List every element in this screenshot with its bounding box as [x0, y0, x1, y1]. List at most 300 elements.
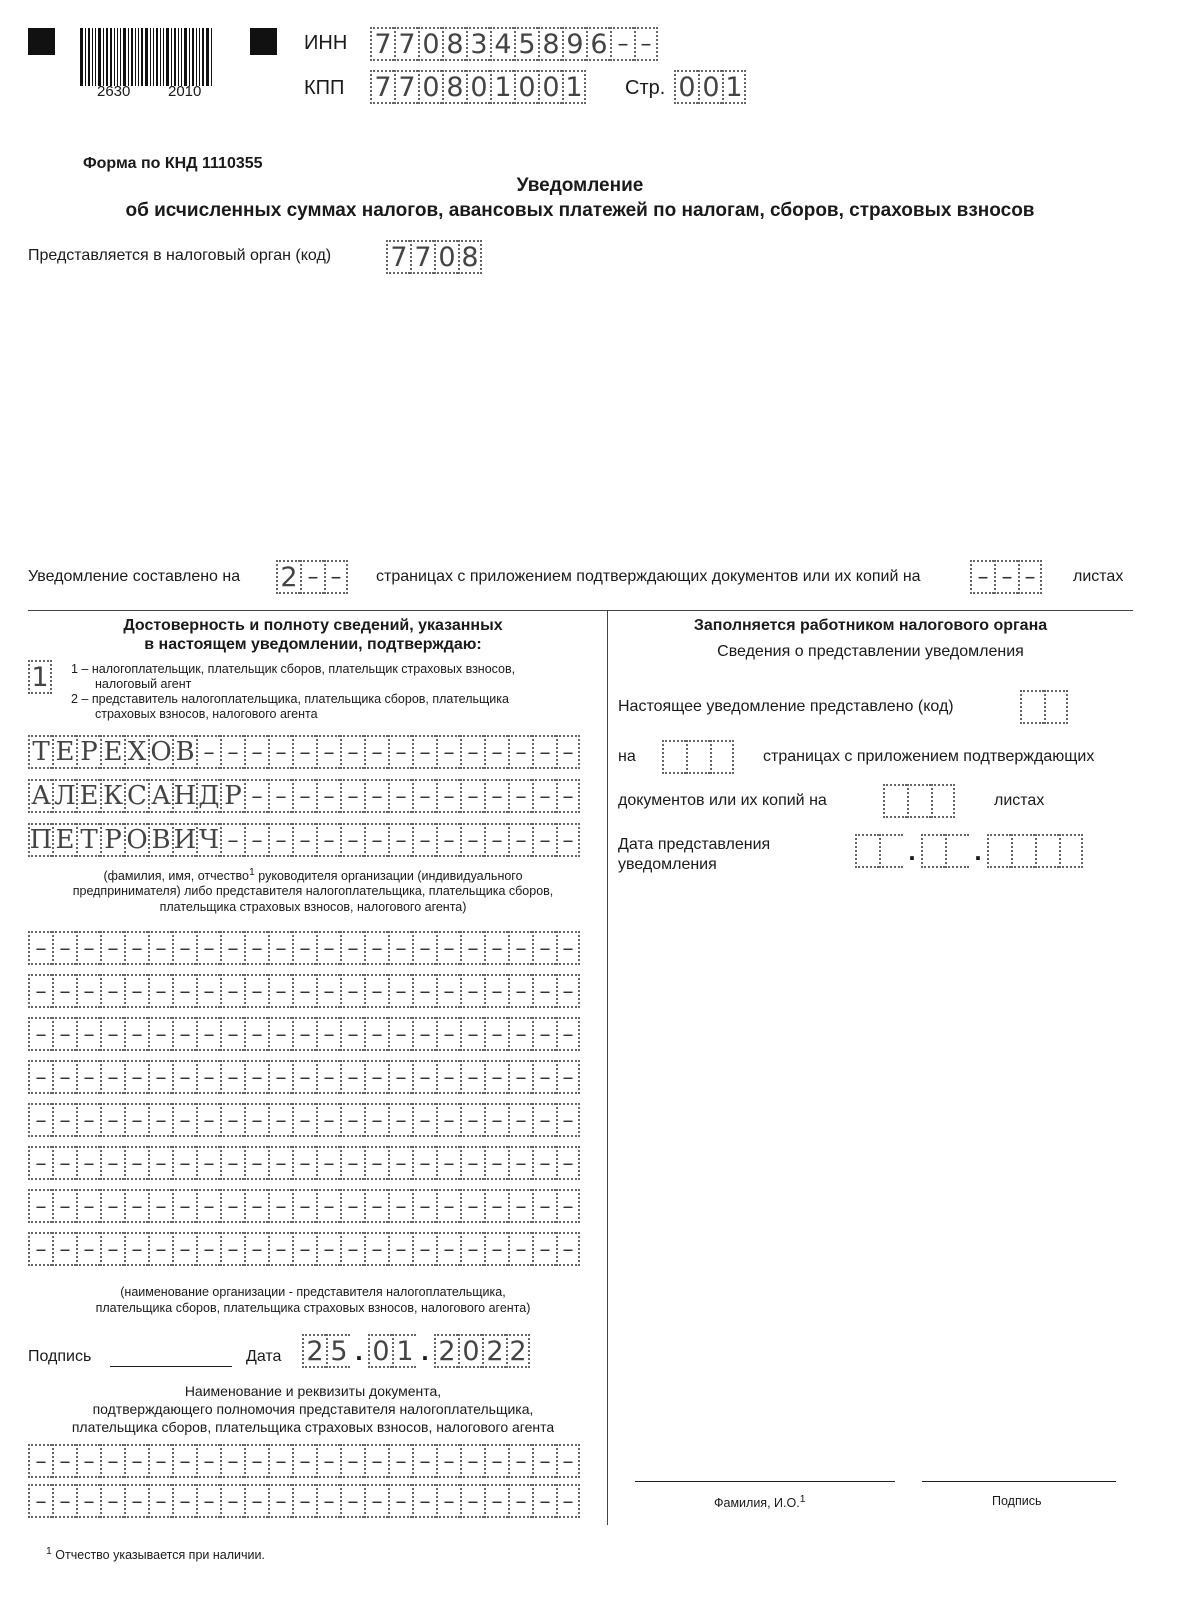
input-cell[interactable]: [508, 1232, 532, 1266]
input-cell[interactable]: [268, 1444, 292, 1478]
input-cell[interactable]: [364, 1060, 388, 1094]
dash-row[interactable]: [28, 1444, 580, 1478]
code-cells[interactable]: [1020, 690, 1068, 724]
input-cell[interactable]: [316, 1232, 340, 1266]
input-cell[interactable]: Е: [52, 823, 76, 857]
input-cell[interactable]: [268, 974, 292, 1008]
input-cell[interactable]: [634, 27, 658, 61]
input-cell[interactable]: [28, 1146, 52, 1180]
input-cell[interactable]: [532, 779, 556, 813]
dash-row[interactable]: [28, 1103, 580, 1137]
input-cell[interactable]: [172, 1232, 196, 1266]
input-cell[interactable]: [28, 974, 52, 1008]
input-cell[interactable]: [710, 740, 734, 774]
input-cell[interactable]: [196, 1444, 220, 1478]
input-cell[interactable]: [532, 1017, 556, 1051]
input-cell[interactable]: [172, 1146, 196, 1180]
input-cell[interactable]: 0: [698, 70, 722, 104]
input-cell[interactable]: [460, 1146, 484, 1180]
input-cell[interactable]: В: [148, 823, 172, 857]
input-cell[interactable]: 2: [302, 1334, 326, 1368]
input-cell[interactable]: [412, 1060, 436, 1094]
input-cell[interactable]: [52, 1146, 76, 1180]
input-cell[interactable]: [364, 1103, 388, 1137]
input-cell[interactable]: [987, 834, 1011, 868]
input-cell[interactable]: 1: [562, 70, 586, 104]
input-cell[interactable]: 2: [482, 1334, 506, 1368]
input-cell[interactable]: [244, 1017, 268, 1051]
input-cell[interactable]: [52, 1189, 76, 1223]
input-cell[interactable]: [436, 823, 460, 857]
input-cell[interactable]: [292, 1060, 316, 1094]
input-cell[interactable]: [1059, 834, 1083, 868]
input-cell[interactable]: [292, 1232, 316, 1266]
input-cell[interactable]: [388, 1146, 412, 1180]
fio-line[interactable]: [635, 1481, 895, 1482]
input-cell[interactable]: [244, 735, 268, 769]
input-cell[interactable]: [220, 1103, 244, 1137]
input-cell[interactable]: [460, 823, 484, 857]
input-cell[interactable]: [292, 735, 316, 769]
input-cell[interactable]: [907, 784, 931, 818]
input-cell[interactable]: [412, 779, 436, 813]
input-cell[interactable]: [412, 1484, 436, 1518]
input-cell[interactable]: [292, 779, 316, 813]
input-cell[interactable]: [340, 823, 364, 857]
input-cell[interactable]: Р: [100, 823, 124, 857]
input-cell[interactable]: [1011, 834, 1035, 868]
input-cell[interactable]: [324, 560, 348, 594]
input-cell[interactable]: [76, 931, 100, 965]
input-cell[interactable]: [340, 779, 364, 813]
input-cell[interactable]: [100, 1232, 124, 1266]
input-cell[interactable]: [364, 1189, 388, 1223]
input-cell[interactable]: [28, 1232, 52, 1266]
input-cell[interactable]: [931, 784, 955, 818]
input-cell[interactable]: [388, 974, 412, 1008]
input-cell[interactable]: [508, 735, 532, 769]
authority-code-cells[interactable]: [386, 240, 482, 274]
input-cell[interactable]: [508, 1017, 532, 1051]
input-cell[interactable]: [610, 27, 634, 61]
input-cell[interactable]: [292, 931, 316, 965]
input-cell[interactable]: [244, 1146, 268, 1180]
input-cell[interactable]: Х: [124, 735, 148, 769]
input-cell[interactable]: [508, 974, 532, 1008]
input-cell[interactable]: [388, 823, 412, 857]
input-cell[interactable]: [172, 1444, 196, 1478]
pages-count-cells[interactable]: [276, 560, 348, 594]
input-cell[interactable]: [364, 1232, 388, 1266]
input-cell[interactable]: [532, 1484, 556, 1518]
input-cell[interactable]: [292, 1484, 316, 1518]
dash-row[interactable]: [28, 1232, 580, 1266]
input-cell[interactable]: [508, 1484, 532, 1518]
input-cell[interactable]: [28, 1060, 52, 1094]
input-cell[interactable]: О: [124, 823, 148, 857]
input-cell[interactable]: [220, 931, 244, 965]
input-cell[interactable]: [172, 1017, 196, 1051]
input-cell[interactable]: [100, 931, 124, 965]
input-cell[interactable]: Е: [76, 779, 100, 813]
input-cell[interactable]: [52, 931, 76, 965]
input-cell[interactable]: [484, 1146, 508, 1180]
input-cell[interactable]: [220, 1017, 244, 1051]
input-cell[interactable]: [436, 974, 460, 1008]
input-cell[interactable]: [364, 974, 388, 1008]
input-cell[interactable]: [994, 560, 1018, 594]
input-cell[interactable]: 8: [458, 240, 482, 274]
right-signature-line[interactable]: [922, 1481, 1116, 1482]
dash-row[interactable]: [28, 1060, 580, 1094]
input-cell[interactable]: Е: [100, 735, 124, 769]
input-cell[interactable]: [244, 1484, 268, 1518]
input-cell[interactable]: [556, 1232, 580, 1266]
input-cell[interactable]: [340, 1232, 364, 1266]
input-cell[interactable]: И: [173, 825, 197, 855]
input-cell[interactable]: [484, 1060, 508, 1094]
input-cell[interactable]: 7: [370, 27, 394, 61]
input-cell[interactable]: [76, 1484, 100, 1518]
input-cell[interactable]: [316, 1103, 340, 1137]
input-cell[interactable]: [52, 1017, 76, 1051]
input-cell[interactable]: [220, 1189, 244, 1223]
input-cell[interactable]: [484, 1103, 508, 1137]
input-cell[interactable]: [196, 1232, 220, 1266]
input-cell[interactable]: [340, 1189, 364, 1223]
input-cell[interactable]: [388, 1060, 412, 1094]
input-cell[interactable]: [436, 1232, 460, 1266]
first-name-cells[interactable]: [28, 779, 580, 813]
input-cell[interactable]: [28, 1444, 52, 1478]
input-cell[interactable]: [52, 1444, 76, 1478]
input-cell[interactable]: [945, 834, 969, 868]
input-cell[interactable]: [388, 1103, 412, 1137]
input-cell[interactable]: [220, 1444, 244, 1478]
input-cell[interactable]: [508, 931, 532, 965]
input-cell[interactable]: [460, 1017, 484, 1051]
input-cell[interactable]: [556, 779, 580, 813]
right-sheets-cells[interactable]: [883, 784, 955, 818]
input-cell[interactable]: [412, 735, 436, 769]
input-cell[interactable]: 0: [514, 70, 538, 104]
input-cell[interactable]: [316, 735, 340, 769]
input-cell[interactable]: 1: [28, 660, 52, 694]
input-cell[interactable]: [52, 1484, 76, 1518]
input-cell[interactable]: [484, 1232, 508, 1266]
input-cell[interactable]: [316, 1444, 340, 1478]
input-cell[interactable]: [460, 1189, 484, 1223]
input-cell[interactable]: [412, 1103, 436, 1137]
input-cell[interactable]: [220, 1484, 244, 1518]
input-cell[interactable]: [388, 1444, 412, 1478]
input-cell[interactable]: [1035, 834, 1059, 868]
input-cell[interactable]: [76, 1146, 100, 1180]
input-cell[interactable]: [412, 1017, 436, 1051]
input-cell[interactable]: [364, 1146, 388, 1180]
input-cell[interactable]: [100, 974, 124, 1008]
input-cell[interactable]: [316, 1060, 340, 1094]
input-cell[interactable]: [508, 1146, 532, 1180]
input-cell[interactable]: [364, 1017, 388, 1051]
input-cell[interactable]: 0: [674, 70, 698, 104]
input-cell[interactable]: [316, 823, 340, 857]
input-cell[interactable]: [879, 834, 903, 868]
input-cell[interactable]: [340, 1103, 364, 1137]
input-cell[interactable]: [268, 1103, 292, 1137]
input-cell[interactable]: [412, 823, 436, 857]
input-cell[interactable]: [484, 1189, 508, 1223]
input-cell[interactable]: [292, 1017, 316, 1051]
input-cell[interactable]: [388, 1484, 412, 1518]
input-cell[interactable]: П: [29, 825, 53, 855]
input-cell[interactable]: [124, 1444, 148, 1478]
input-cell[interactable]: [532, 1444, 556, 1478]
input-cell[interactable]: [484, 931, 508, 965]
input-cell[interactable]: [100, 1146, 124, 1180]
input-cell[interactable]: [436, 1017, 460, 1051]
input-cell[interactable]: [508, 1444, 532, 1478]
input-cell[interactable]: [124, 1189, 148, 1223]
date-cells[interactable]: [302, 1334, 530, 1368]
input-cell[interactable]: [124, 1146, 148, 1180]
input-cell[interactable]: [556, 1146, 580, 1180]
input-cell[interactable]: [292, 1103, 316, 1137]
input-cell[interactable]: [100, 1017, 124, 1051]
input-cell[interactable]: [436, 1189, 460, 1223]
input-cell[interactable]: [556, 1103, 580, 1137]
input-cell[interactable]: [921, 834, 945, 868]
input-cell[interactable]: [340, 1060, 364, 1094]
input-cell[interactable]: [124, 1060, 148, 1094]
input-cell[interactable]: [292, 1444, 316, 1478]
right-pages-cells[interactable]: [662, 740, 734, 774]
input-cell[interactable]: [124, 1017, 148, 1051]
input-cell[interactable]: 0: [418, 27, 442, 61]
input-cell[interactable]: 0: [538, 70, 562, 104]
input-cell[interactable]: [556, 931, 580, 965]
input-cell[interactable]: [532, 931, 556, 965]
input-cell[interactable]: [484, 735, 508, 769]
input-cell[interactable]: [316, 1017, 340, 1051]
input-cell[interactable]: О: [148, 735, 172, 769]
input-cell[interactable]: [148, 1484, 172, 1518]
input-cell[interactable]: [244, 823, 268, 857]
input-cell[interactable]: [508, 1189, 532, 1223]
input-cell[interactable]: [76, 1444, 100, 1478]
input-cell[interactable]: [316, 1146, 340, 1180]
input-cell[interactable]: [556, 1017, 580, 1051]
input-cell[interactable]: Е: [52, 735, 76, 769]
input-cell[interactable]: [388, 931, 412, 965]
input-cell[interactable]: [484, 1017, 508, 1051]
dash-row[interactable]: [28, 974, 580, 1008]
dash-row[interactable]: [28, 1189, 580, 1223]
input-cell[interactable]: [148, 1146, 172, 1180]
input-cell[interactable]: [148, 931, 172, 965]
input-cell[interactable]: Н: [173, 781, 197, 811]
input-cell[interactable]: [268, 1232, 292, 1266]
input-cell[interactable]: [364, 931, 388, 965]
input-cell[interactable]: [124, 1232, 148, 1266]
input-cell[interactable]: [244, 779, 268, 813]
input-cell[interactable]: [340, 1146, 364, 1180]
input-cell[interactable]: [220, 735, 244, 769]
input-cell[interactable]: [196, 931, 220, 965]
input-cell[interactable]: [340, 1484, 364, 1518]
input-cell[interactable]: [556, 974, 580, 1008]
input-cell[interactable]: 4: [490, 27, 514, 61]
input-cell[interactable]: Р: [220, 779, 244, 813]
input-cell[interactable]: [196, 1189, 220, 1223]
input-cell[interactable]: [292, 1146, 316, 1180]
input-cell[interactable]: [436, 1146, 460, 1180]
input-cell[interactable]: [556, 1444, 580, 1478]
input-cell[interactable]: [1044, 690, 1068, 724]
input-cell[interactable]: [100, 1060, 124, 1094]
input-cell[interactable]: [460, 1060, 484, 1094]
input-cell[interactable]: [364, 1484, 388, 1518]
input-cell[interactable]: [244, 1189, 268, 1223]
kpp-cells[interactable]: [370, 70, 586, 104]
input-cell[interactable]: 7: [370, 70, 394, 104]
input-cell[interactable]: [532, 823, 556, 857]
input-cell[interactable]: [436, 779, 460, 813]
input-cell[interactable]: [220, 1060, 244, 1094]
input-cell[interactable]: [100, 1189, 124, 1223]
input-cell[interactable]: [556, 1060, 580, 1094]
input-cell[interactable]: [556, 1484, 580, 1518]
input-cell[interactable]: [268, 931, 292, 965]
input-cell[interactable]: [244, 1444, 268, 1478]
input-cell[interactable]: К: [100, 779, 124, 813]
input-cell[interactable]: [148, 1444, 172, 1478]
input-cell[interactable]: [268, 1484, 292, 1518]
input-cell[interactable]: [508, 1060, 532, 1094]
input-cell[interactable]: [124, 1484, 148, 1518]
input-cell[interactable]: [124, 1103, 148, 1137]
input-cell[interactable]: [556, 1189, 580, 1223]
input-cell[interactable]: [460, 931, 484, 965]
input-cell[interactable]: [268, 779, 292, 813]
input-cell[interactable]: 2: [434, 1334, 458, 1368]
input-cell[interactable]: [52, 1060, 76, 1094]
input-cell[interactable]: [508, 823, 532, 857]
input-cell[interactable]: [436, 1103, 460, 1137]
page-number-cells[interactable]: [674, 70, 746, 104]
input-cell[interactable]: [412, 1189, 436, 1223]
input-cell[interactable]: [484, 779, 508, 813]
input-cell[interactable]: 0: [418, 70, 442, 104]
input-cell[interactable]: [532, 1060, 556, 1094]
input-cell[interactable]: [148, 974, 172, 1008]
input-cell[interactable]: [532, 1189, 556, 1223]
input-cell[interactable]: [484, 1444, 508, 1478]
submission-date-cells[interactable]: [855, 834, 1083, 868]
input-cell[interactable]: [436, 1060, 460, 1094]
input-cell[interactable]: [662, 740, 686, 774]
input-cell[interactable]: [196, 974, 220, 1008]
input-cell[interactable]: [28, 1189, 52, 1223]
input-cell[interactable]: [388, 735, 412, 769]
input-cell[interactable]: [316, 974, 340, 1008]
input-cell[interactable]: [52, 1103, 76, 1137]
input-cell[interactable]: В: [172, 735, 196, 769]
input-cell[interactable]: [124, 931, 148, 965]
input-cell[interactable]: [268, 1146, 292, 1180]
input-cell[interactable]: [388, 1017, 412, 1051]
input-cell[interactable]: [76, 1060, 100, 1094]
input-cell[interactable]: [220, 823, 244, 857]
input-cell[interactable]: [484, 1484, 508, 1518]
input-cell[interactable]: [460, 1484, 484, 1518]
input-cell[interactable]: 0: [368, 1334, 392, 1368]
input-cell[interactable]: 9: [562, 27, 586, 61]
input-cell[interactable]: 1: [490, 70, 514, 104]
input-cell[interactable]: 8: [442, 70, 466, 104]
input-cell[interactable]: [364, 1444, 388, 1478]
input-cell[interactable]: 7: [410, 240, 434, 274]
input-cell[interactable]: [364, 779, 388, 813]
input-cell[interactable]: [196, 735, 220, 769]
input-cell[interactable]: [508, 779, 532, 813]
input-cell[interactable]: [196, 1103, 220, 1137]
input-cell[interactable]: [556, 823, 580, 857]
input-cell[interactable]: [52, 974, 76, 1008]
input-cell[interactable]: [172, 1189, 196, 1223]
input-cell[interactable]: [292, 974, 316, 1008]
input-cell[interactable]: Ч: [196, 823, 220, 857]
input-cell[interactable]: 7: [394, 70, 418, 104]
input-cell[interactable]: 6: [586, 27, 610, 61]
input-cell[interactable]: [244, 1103, 268, 1137]
input-cell[interactable]: 1: [392, 1334, 416, 1368]
input-cell[interactable]: 0: [466, 70, 490, 104]
input-cell[interactable]: [148, 1189, 172, 1223]
input-cell[interactable]: [172, 1103, 196, 1137]
input-cell[interactable]: [316, 1189, 340, 1223]
input-cell[interactable]: [412, 1232, 436, 1266]
input-cell[interactable]: [76, 974, 100, 1008]
dash-row[interactable]: [28, 1484, 580, 1518]
input-cell[interactable]: [28, 1484, 52, 1518]
input-cell[interactable]: [412, 931, 436, 965]
input-cell[interactable]: [388, 1232, 412, 1266]
input-cell[interactable]: [364, 735, 388, 769]
input-cell[interactable]: [244, 1232, 268, 1266]
input-cell[interactable]: [148, 1017, 172, 1051]
input-cell[interactable]: [436, 735, 460, 769]
input-cell[interactable]: 0: [458, 1334, 482, 1368]
input-cell[interactable]: [196, 1484, 220, 1518]
input-cell[interactable]: [1018, 560, 1042, 594]
input-cell[interactable]: [268, 823, 292, 857]
input-cell[interactable]: [436, 1444, 460, 1478]
input-cell[interactable]: [460, 779, 484, 813]
input-cell[interactable]: [556, 735, 580, 769]
sheets-count-cells[interactable]: [970, 560, 1042, 594]
input-cell[interactable]: [460, 974, 484, 1008]
input-cell[interactable]: [340, 931, 364, 965]
input-cell[interactable]: 2: [506, 1334, 530, 1368]
input-cell[interactable]: [28, 1017, 52, 1051]
input-cell[interactable]: [172, 1060, 196, 1094]
input-cell[interactable]: [172, 931, 196, 965]
input-cell[interactable]: [76, 1103, 100, 1137]
input-cell[interactable]: [292, 823, 316, 857]
input-cell[interactable]: [300, 560, 324, 594]
input-cell[interactable]: [316, 779, 340, 813]
